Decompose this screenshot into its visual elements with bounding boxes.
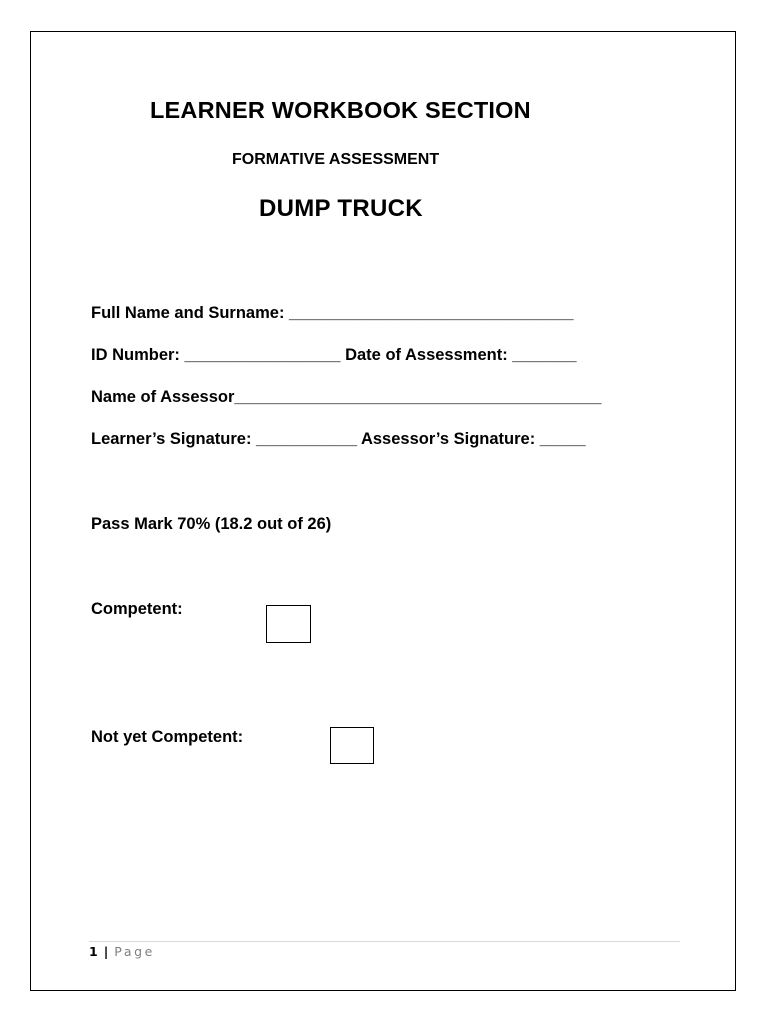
- document-heading: LEARNER WORKBOOK SECTION: [150, 97, 531, 123]
- page-border: [30, 31, 736, 991]
- id-and-date-field[interactable]: ID Number: _________________ Date of Assessment: _______: [91, 346, 577, 364]
- footer-divider: [89, 941, 680, 942]
- page-footer: [89, 944, 155, 959]
- signatures-field[interactable]: Learner’s Signature: ___________ Assessor’s Signature: _____: [91, 430, 586, 448]
- footer-separator: |: [103, 944, 109, 959]
- pass-mark: Pass Mark 70% (18.2 out of 26): [91, 515, 332, 533]
- competent-checkbox[interactable]: [266, 605, 311, 643]
- page-label: Page: [114, 944, 155, 959]
- document-topic: DUMP TRUCK: [259, 195, 423, 222]
- document-subheading: FORMATIVE ASSESSMENT: [232, 151, 440, 168]
- not-yet-competent-checkbox[interactable]: [330, 727, 374, 764]
- full-name-field[interactable]: Full Name and Surname: _______________________________: [91, 304, 574, 322]
- not-yet-competent-label: Not yet Competent:: [91, 728, 244, 746]
- assessor-name-field[interactable]: Name of Assessor________________________________________: [91, 388, 602, 406]
- competent-label: Competent:: [91, 600, 183, 618]
- page-number: 1: [89, 944, 98, 959]
